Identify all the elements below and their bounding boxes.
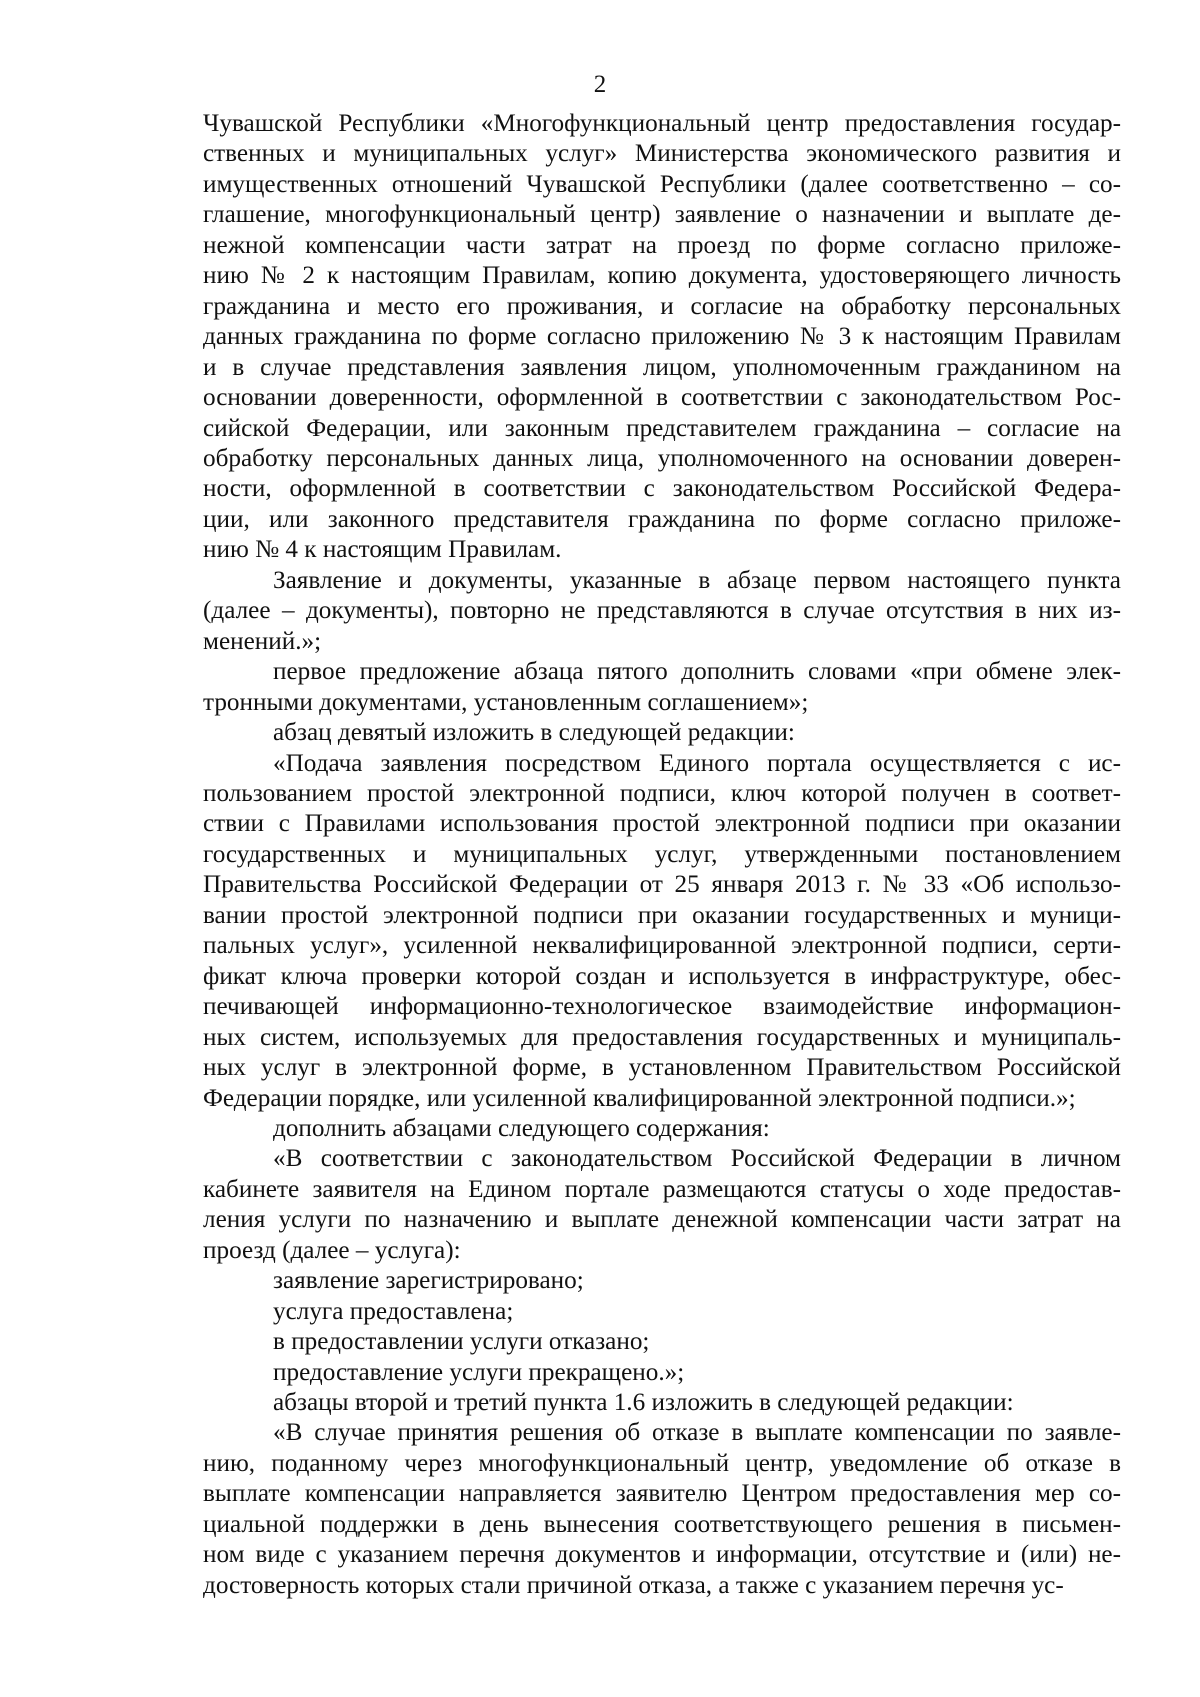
paragraph-first-line: первое предложение абзаца пятого дополнить словами «при обмене элек- <box>273 658 1121 686</box>
paragraph-first-line: «В случае принятия решения об отказе в выплате компенсации по заявле- <box>273 1419 1121 1447</box>
paragraph-line: ции, или законного представителя гражданина по форме согласно приложе- <box>203 505 1121 533</box>
paragraph-line: ствии с Правилами использования простой электронной подписи при оказании <box>203 810 1121 838</box>
paragraph-first-line: в предоставлении услуги отказано; <box>273 1328 650 1356</box>
paragraph-line: нежной компенсации части затрат на проезд по форме согласно приложе- <box>203 231 1121 259</box>
paragraph-first-line: Заявление и документы, указанные в абзаце первом настоящего пункта <box>273 566 1121 594</box>
paragraph-line: нию № 4 к настоящим Правилам. <box>203 536 562 564</box>
paragraph-first-line: услуга предоставлена; <box>273 1297 514 1325</box>
paragraph-line: государственных и муниципальных услуг, утвержденными постановлением <box>203 840 1121 868</box>
paragraph-line: ности, оформленной в соответствии с законодательством Российской Федера- <box>203 475 1121 503</box>
paragraph-line: пальных услуг», усиленной неквалифицированной электронной подписи, серти- <box>203 932 1121 960</box>
paragraph-first-line: заявление зарегистрировано; <box>273 1267 584 1295</box>
paragraph-line: ления услуги по назначению и выплате денежной компенсации части затрат на <box>203 1206 1121 1234</box>
paragraph-line: циальной поддержки в день вынесения соответствующего решения в письмен- <box>203 1510 1121 1538</box>
paragraph-line: нию, поданному через многофункциональный центр, уведомление об отказе в <box>203 1449 1121 1477</box>
paragraph-line: печивающей информационно-технологическое взаимодействие информацион- <box>203 993 1121 1021</box>
paragraph-line: и в случае представления заявления лицом, уполномоченным гражданином на <box>203 353 1121 381</box>
paragraph-line: пользованием простой электронной подписи, ключ которой получен в соответ- <box>203 779 1121 807</box>
paragraph-line: достоверность которых стали причиной отказа, а также с указанием перечня ус- <box>203 1571 1064 1599</box>
paragraph-first-line: абзац девятый изложить в следующей редакции: <box>273 719 795 747</box>
paragraph-line: сийской Федерации, или законным представителем гражданина – согласие на <box>203 414 1121 442</box>
paragraph-line: нию № 2 к настоящим Правилам, копию документа, удостоверяющего личность <box>203 262 1121 290</box>
paragraph-first-line: «Подача заявления посредством Единого портала осуществляется с ис- <box>273 749 1121 777</box>
paragraph-first-line: предоставление услуги прекращено.»; <box>273 1358 685 1386</box>
paragraph-line: гражданина и место его проживания, и согласие на обработку персональных <box>203 292 1121 320</box>
paragraph-first-line: абзацы второй и третий пункта 1.6 изложить в следующей редакции: <box>273 1389 1014 1417</box>
paragraph-line: ных услуг в электронной форме, в установленном Правительством Российской <box>203 1054 1121 1082</box>
paragraph-line: проезд (далее – услуга): <box>203 1236 461 1264</box>
paragraph-first-line: Чувашской Республики «Многофункциональный центр предоставления государ- <box>203 110 1121 137</box>
paragraph-line: основании доверенности, оформленной в соответствии с законодательством Рос- <box>203 384 1121 412</box>
paragraph-line: выплате компенсации направляется заявителю Центром предоставления мер со- <box>203 1480 1121 1508</box>
paragraph-first-line: дополнить абзацами следующего содержания: <box>273 1114 770 1142</box>
paragraph-first-line: «В соответствии с законодательством Российской Федерации в личном <box>273 1145 1121 1173</box>
paragraph-line: Правительства Российской Федерации от 25 января 2013 г. № 33 «Об использо- <box>203 871 1121 899</box>
paragraph-line: вании простой электронной подписи при оказании государственных и муници- <box>203 901 1121 929</box>
paragraph-line: имущественных отношений Чувашской Республики (далее соответственно – со- <box>203 170 1121 198</box>
paragraph-line: ственных и муниципальных услуг» Министерства экономического развития и <box>203 140 1121 168</box>
page-number: 2 <box>593 71 607 98</box>
paragraph-line: Федерации порядке, или усиленной квалифицированной электронной подписи.»; <box>203 1084 1076 1112</box>
paragraph-line: ных систем, используемых для предоставления государственных и муниципаль- <box>203 1023 1121 1051</box>
paragraph-line: менений.»; <box>203 627 322 655</box>
paragraph-line: тронными документами, установленным соглашением»; <box>203 688 809 716</box>
paragraph-line: фикат ключа проверки которой создан и используется в инфраструктуре, обес- <box>203 962 1121 990</box>
paragraph-line: обработку персональных данных лица, уполномоченного на основании доверен- <box>203 444 1121 472</box>
paragraph-line: данных гражданина по форме согласно приложению № 3 к настоящим Правилам <box>203 323 1121 351</box>
paragraph-line: ном виде с указанием перечня документов и информации, отсутствие и (или) не- <box>203 1541 1121 1569</box>
paragraph-line: глашение, многофункциональный центр) заявление о назначении и выплате де- <box>203 201 1121 229</box>
document-body <box>203 109 1121 1601</box>
paragraph-line: (далее – документы), повторно не представляются в случае отсутствия в них из- <box>203 597 1121 625</box>
paragraph-line: кабинете заявителя на Едином портале размещаются статусы о ходе предостав- <box>203 1175 1121 1203</box>
